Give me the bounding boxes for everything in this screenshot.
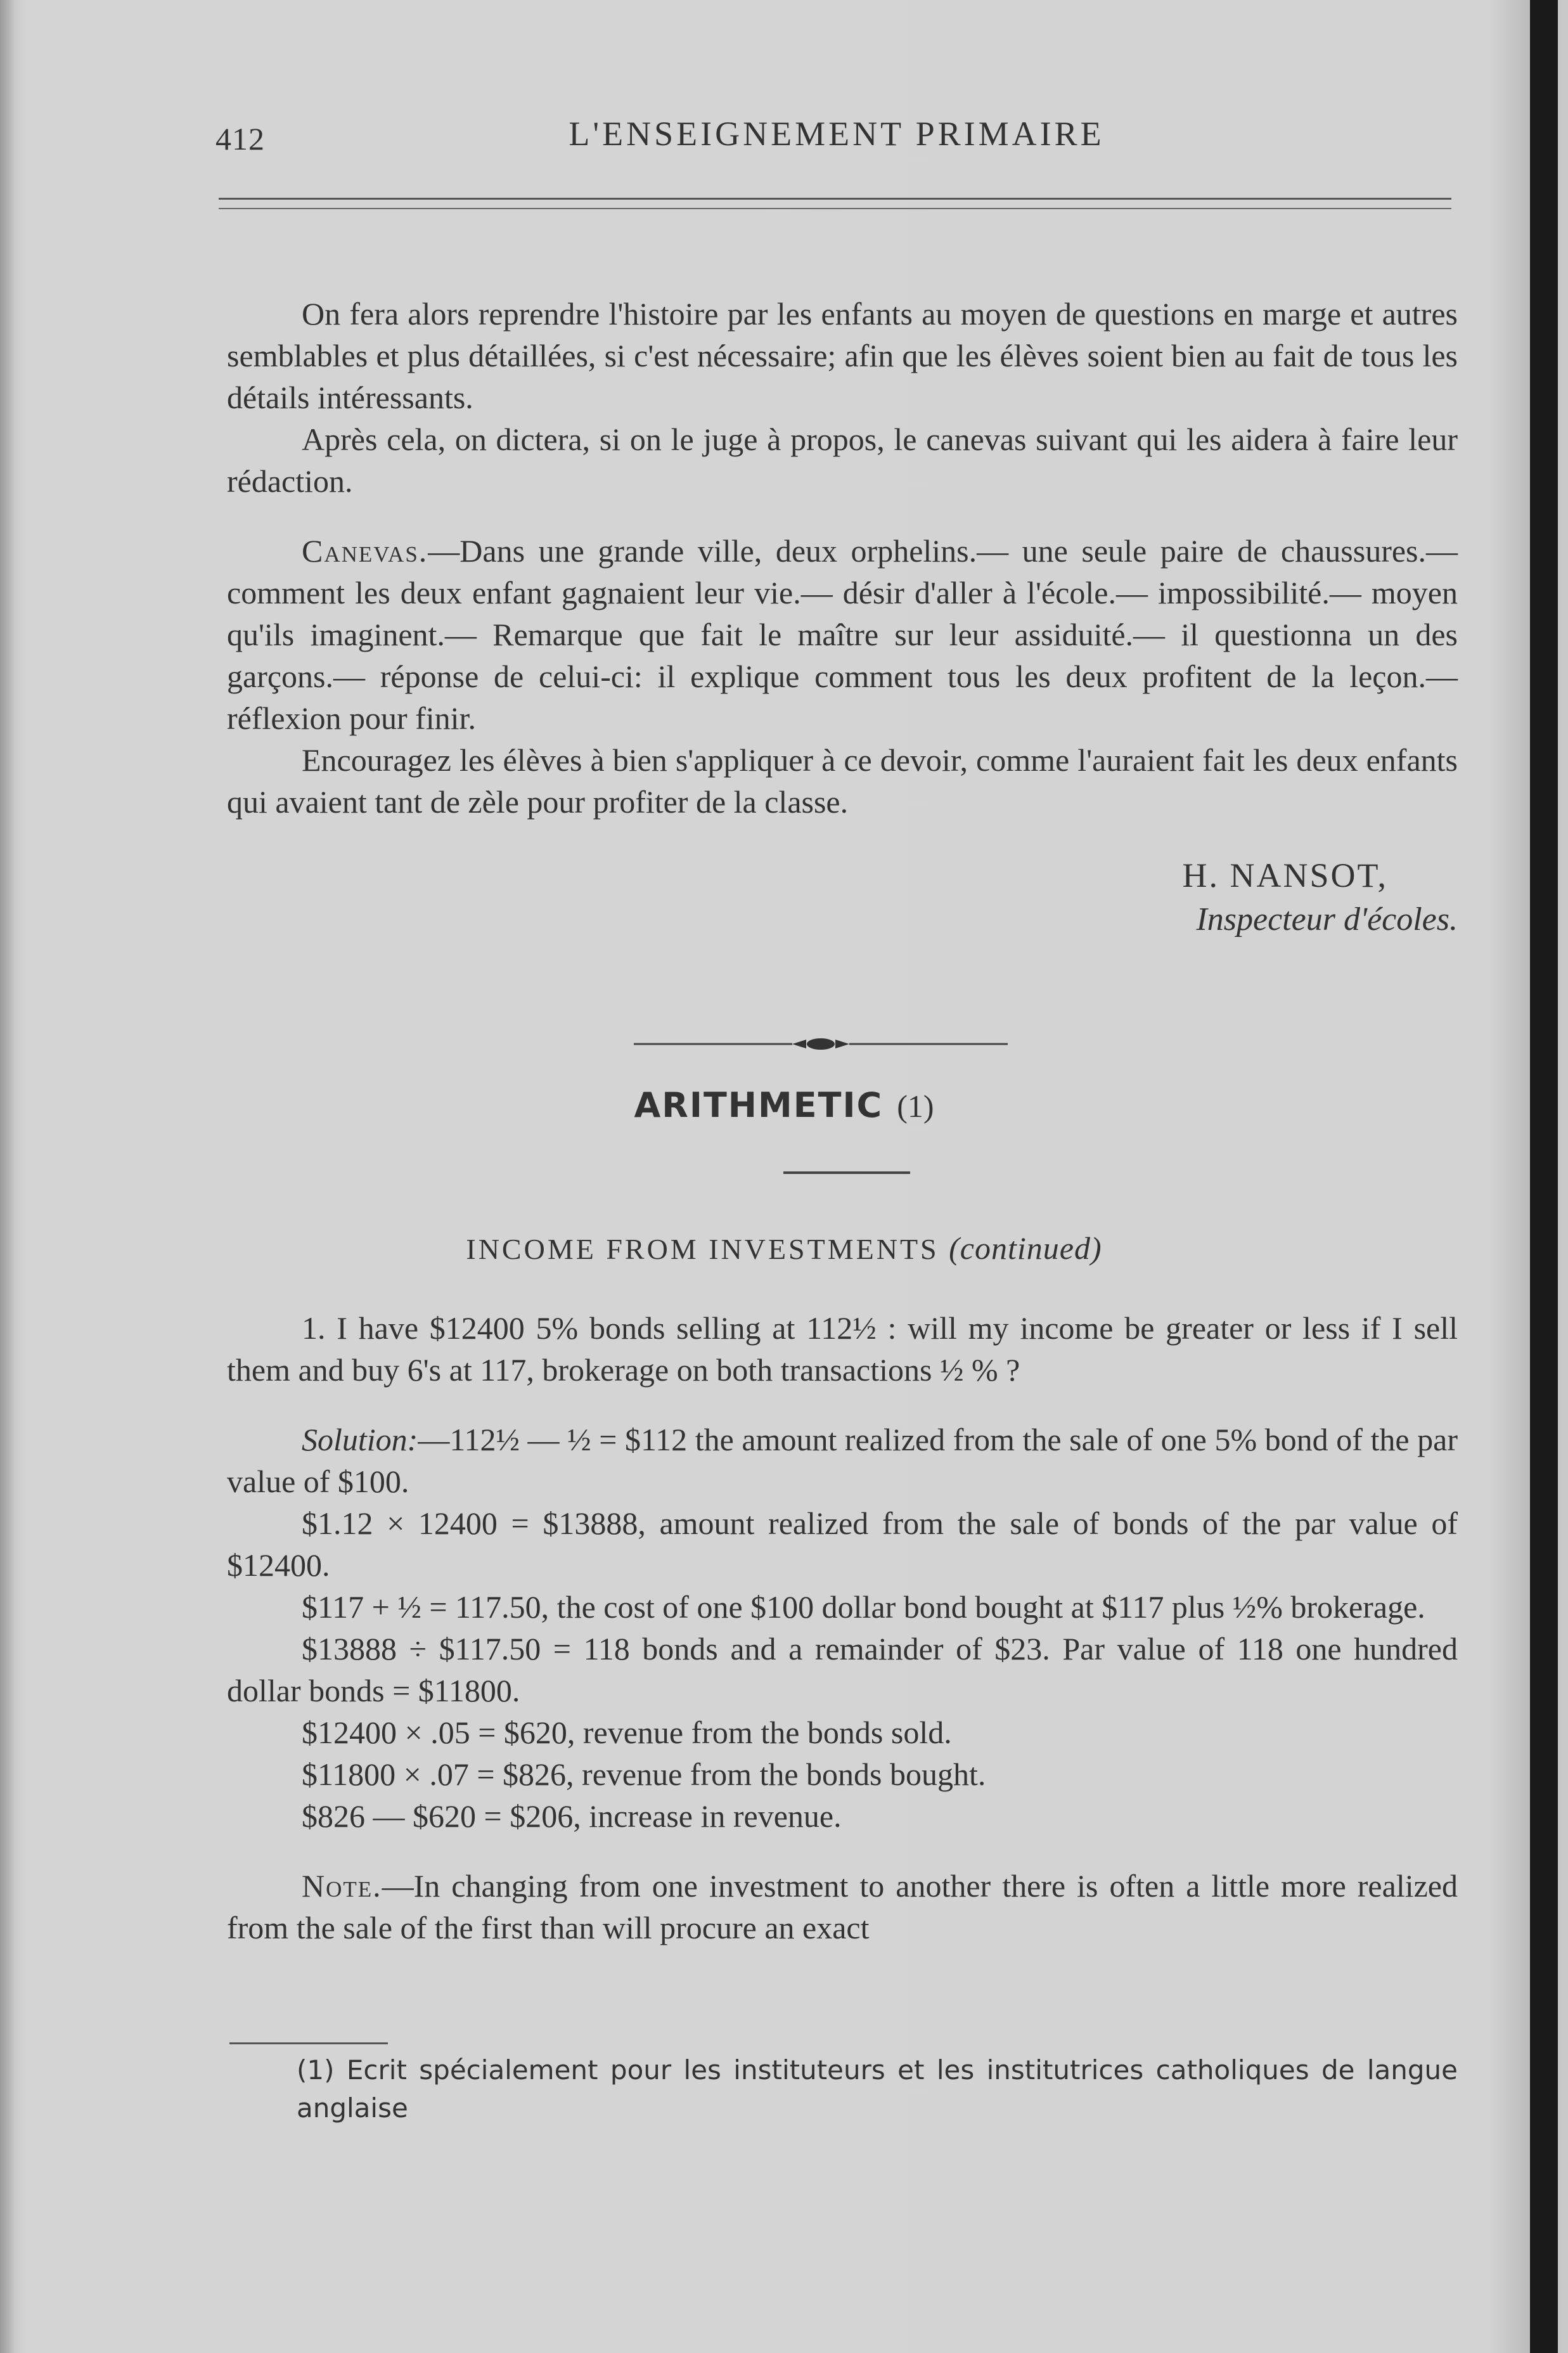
- page-edge-right: [1530, 0, 1558, 2353]
- solution-line-2: $1.12 × 12400 = $13888, amount realized from the sale of bonds of the par value of $12400.: [227, 1505, 1458, 1583]
- note-label: Note.: [302, 1868, 382, 1904]
- signature-title: Inspecteur d'écoles.: [1196, 901, 1458, 938]
- solution-line-4: $13888 ÷ $117.50 = 118 bonds and a remainder of $23. Par value of 118 one hundred dollar bonds = $11800.: [227, 1631, 1458, 1708]
- solution-first: [227, 1419, 1458, 1502]
- subsection-title: [0, 1230, 1568, 1267]
- header-rule-top: [219, 198, 1451, 200]
- solution-line-5: $12400 × .05 = $620, revenue from the bonds sold.: [302, 1715, 952, 1750]
- solution-line-1: —112½ — ½ = $112 the amount realized from the sale of one 5% bond of the par value of $100.: [227, 1422, 1458, 1499]
- footnote: [227, 2051, 1458, 2127]
- section-title-text: ARITHMETIC: [634, 1085, 884, 1125]
- canevas-label: Canevas.: [302, 533, 428, 569]
- french-article: [227, 293, 1458, 942]
- page-header: [215, 114, 1458, 165]
- header-rule-bottom: [219, 208, 1451, 209]
- title-rule: [783, 1171, 910, 1174]
- solution-line-3: $117 + ½ = 117.50, the cost of one $100 dollar bond bought at $117 plus ½% brokerage.: [302, 1589, 1425, 1625]
- paragraph-1: On fera alors reprendre l'histoire par les enfants au moyen de questions en marge et autres semblables et plus détaillées, si c'est nécessaire; afin que les élèves soient bien au fait de tous les détails intéressants.: [227, 296, 1458, 415]
- signature-name: H. NANSOT,: [1182, 856, 1388, 894]
- footnote-text: (1) Ecrit spécialement pour les instituteurs et les institutrices catholiques de langue anglaise: [297, 2054, 1458, 2124]
- footnote-ref: (1): [897, 1088, 934, 1124]
- note-paragraph: [227, 1865, 1458, 1949]
- paragraph-canevas: [227, 530, 1458, 739]
- page-edge-right-margin: [1558, 0, 1568, 2353]
- canevas-text: —Dans une grande ville, deux orphelins.— une seule paire de chaussures.— comment les deux enfant gagnaient leur vie.— désir d'aller à l'école.— impossibilité.— moyen qu'ils imaginent.— Remarque que fait le maître sur leur assiduité.— il questionna un des garçons.— réponse de celui-ci: il explique comment tous les deux profitent de la leçon.—réflexion pour finir.: [227, 533, 1458, 736]
- paragraph-2: Après cela, on dictera, si on le juge à propos, le canevas suivant qui les aidera à faire leur rédaction.: [227, 422, 1458, 499]
- problem-text: 1. I have $12400 5% bonds selling at 112½ : will my income be greater or less if I sell them and buy 6's at 117, brokerage on both transactions ½ % ?: [227, 1310, 1458, 1388]
- page-number: 412: [215, 121, 265, 157]
- solution-label: Solution:: [302, 1422, 418, 1457]
- running-title: L'ENSEIGNEMENT PRIMAIRE: [569, 115, 1105, 153]
- subsection-continued: (continued): [949, 1230, 1102, 1266]
- ornament-divider: [634, 1035, 1008, 1054]
- solution-line-7: $826 — $620 = $206, increase in revenue.: [302, 1798, 842, 1834]
- note-text: —In changing from one investment to another there is often a little more realized from the sale of the first than will procure an exact: [227, 1868, 1458, 1945]
- solution-line-6: $11800 × .07 = $826, revenue from the bonds bought.: [302, 1757, 986, 1792]
- paragraph-4: Encouragez les élèves à bien s'appliquer à ce devoir, comme l'auraient fait les deux enfants qui avaient tant de zèle pour profiter de la classe.: [227, 742, 1458, 820]
- subsection-text: INCOME FROM INVESTMENTS: [466, 1233, 939, 1265]
- arithmetic-body: [227, 1307, 1458, 1949]
- page-edge-left: [0, 0, 14, 2353]
- section-title: [0, 1085, 1568, 1125]
- footnote-rule: [229, 2042, 388, 2044]
